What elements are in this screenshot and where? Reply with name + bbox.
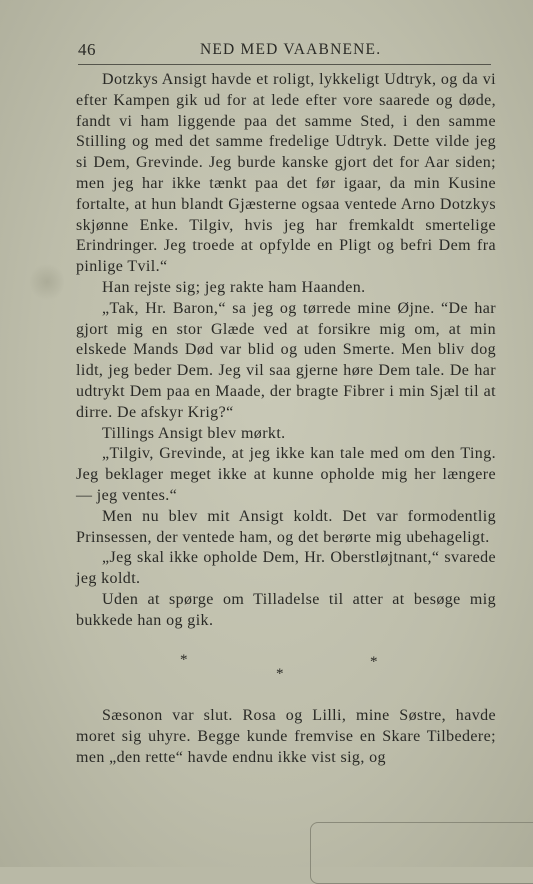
page-number: 46 xyxy=(78,40,96,59)
paragraph: Uden at spørge om Tilladelse til atter at besøge mig bukkede han og gik. xyxy=(76,590,496,629)
page-header xyxy=(78,40,493,64)
paper-stain xyxy=(30,262,64,302)
body-text xyxy=(76,70,496,632)
paragraph: Tillings Ansigt blev mørkt. xyxy=(102,424,286,442)
paragraph: „Tak, Hr. Baron,“ sa jeg og tørrede mine Øjne. “De har gjort mig en stor Glæde ved at forsikre mig om, at min elskede Mands Død var blid og uden Smerte. Men bliv dog lidt, jeg beder Dem. Jeg vil saa gjerne høre Dem tale. De har udtrykt Dem paa en Maade, der bragte Fibrer i min Sjæl til at dirre. De afskyr Krig?“ xyxy=(76,299,496,421)
paragraph: Dotzkys Ansigt havde et roligt, lykkeligt Udtryk, og da vi efter Kampen gik ud for at lede efter vore saarede og døde, fandt vi ham liggende paa det samme Sted, i den samme Stilling og med det samme fredelige Udtryk. Dette vilde jeg si Dem, Grevinde. Jeg burde kanske gjort det for Aar siden; men jeg har ikke tænkt paa det før igaar, da min Kusine fortalte, at hun blandt Gjæsterne ogsaa ventede Arno Dotzkys skjønne Enke. Tilgiv, hvis jeg har fremkaldt smertelige Erindringer. Jeg troede at opfylde en Pligt og befri Dem fra pinlige Tvil.“ xyxy=(76,71,496,276)
body-text-continued xyxy=(76,706,496,768)
paragraph: „Jeg skal ikke opholde Dem, Hr. Oberstløjtnant,“ svarede jeg koldt. xyxy=(76,549,496,588)
paragraph: Men nu blev mit Ansigt koldt. Det var formodentlig Prinsessen, der ventede ham, og det berørte mig ubehageligt. xyxy=(76,507,496,546)
paragraph: Han rejste sig; jeg rakte ham Haanden. xyxy=(102,278,366,296)
asterisk: * xyxy=(180,652,188,668)
section-break xyxy=(160,652,400,692)
paragraph: „Tilgiv, Grevinde, at jeg ikke kan tale med om den Ting. Jeg beklager meget ikke at kunne opholde mig her længere — jeg ventes.“ xyxy=(76,445,496,504)
running-title: NED MED VAABNENE. xyxy=(200,41,382,58)
reference-frame xyxy=(310,822,533,884)
paragraph: Sæsonon var slut. Rosa og Lilli, mine Søstre, havde moret sig uhyre. Begge kunde fremvise en Skare Tilbedere; men „den rette“ havde endnu ikke vist sig, og xyxy=(76,707,496,766)
header-rule xyxy=(78,64,491,65)
asterisk: * xyxy=(370,654,378,670)
asterisk: * xyxy=(276,666,284,682)
